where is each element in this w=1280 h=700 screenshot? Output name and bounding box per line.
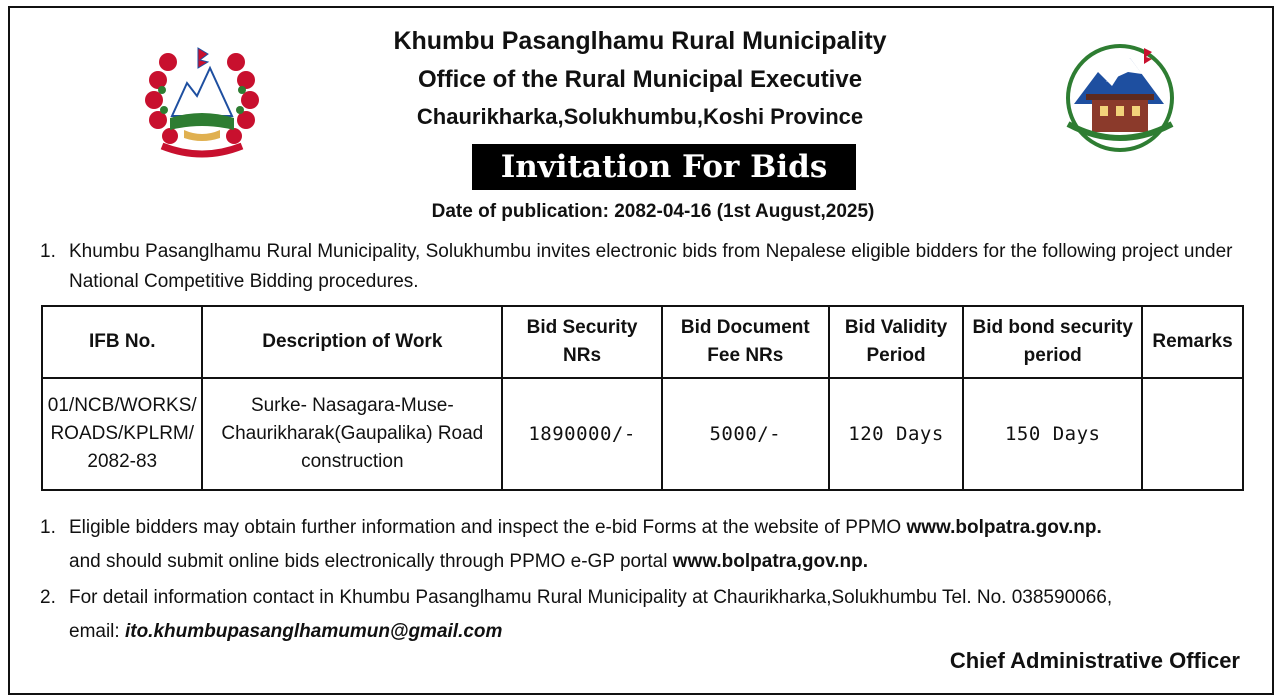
cell-remarks <box>1142 378 1243 490</box>
note-2-text <box>69 581 1250 649</box>
header-ifb-no: IFB No. <box>42 306 202 378</box>
cell-description: Surke- Nasagara-Muse-Chaurikharak(Gaupalika) Road construction <box>202 378 502 490</box>
header-remarks: Remarks <box>1142 306 1243 378</box>
municipality-name: Khumbu Pasanglhamu Rural Municipality <box>393 27 887 55</box>
publication-date: Date of publication: 2082-04-16 (1st August,2025) <box>431 201 875 222</box>
note-1-number: 1. <box>40 517 56 538</box>
notice-title: Invitation For Bids <box>472 144 856 190</box>
intro-paragraph <box>40 237 1250 297</box>
header-bid-security: Bid Security NRs <box>502 306 662 378</box>
egp-portal-link[interactable]: www.bolpatra,gov.np. <box>672 551 869 572</box>
cell-ifb-no: 01/NCB/WORKS/ROADS/KPLRM/2082-83 <box>42 378 202 490</box>
contact-email-link[interactable]: ito.khumbupasanglhamumun@gmail.com <box>124 621 503 642</box>
note-1-text <box>69 511 1250 579</box>
office-name: Office of the Rural Municipal Executive <box>417 66 863 93</box>
municipality-emblem-icon <box>1056 44 1184 156</box>
intro-number: 1. <box>40 241 56 262</box>
email-label: email: <box>69 621 125 642</box>
header-validity: Bid Validity Period <box>829 306 964 378</box>
table-row <box>42 378 1243 490</box>
note-1-text-before: Eligible bidders may obtain further information and inspect the e-bid Forms at the website of PPMO <box>69 517 907 538</box>
header-description: Description of Work <box>202 306 502 378</box>
intro-text: Khumbu Pasanglhamu Rural Municipality, Solukhumbu invites electronic bids from Nepalese eligible bidders for the following project under National Competitive Bidding procedures. <box>69 241 1233 292</box>
nepal-government-emblem-icon <box>132 38 272 163</box>
cell-bid-security: 1890000/- <box>502 378 662 490</box>
cell-document-fee: 5000/- <box>662 378 829 490</box>
cell-bond-period: 150 Days <box>963 378 1142 490</box>
note-1-text-middle: and should submit online bids electronically through PPMO e-GP portal <box>69 551 673 572</box>
office-address: Chaurikharka,Solukhumbu,Koshi Province <box>416 104 864 129</box>
table-header-row <box>42 306 1243 378</box>
header-document-fee: Bid Document Fee NRs <box>662 306 829 378</box>
header-bond-period: Bid bond security period <box>963 306 1142 378</box>
note-2-number: 2. <box>40 587 56 608</box>
note-2 <box>40 581 1250 649</box>
cell-validity: 120 Days <box>829 378 964 490</box>
bids-table <box>41 305 1244 491</box>
note-1 <box>40 511 1250 579</box>
signatory-title: Chief Administrative Officer <box>949 648 1240 673</box>
note-2-text-before: For detail information contact in Khumbu Pasanglhamu Rural Municipality at Chaurikharka,Solukhumbu Tel. No. 038590066, <box>69 587 1113 608</box>
ppmo-website-link[interactable]: www.bolpatra.gov.np. <box>906 517 1102 538</box>
